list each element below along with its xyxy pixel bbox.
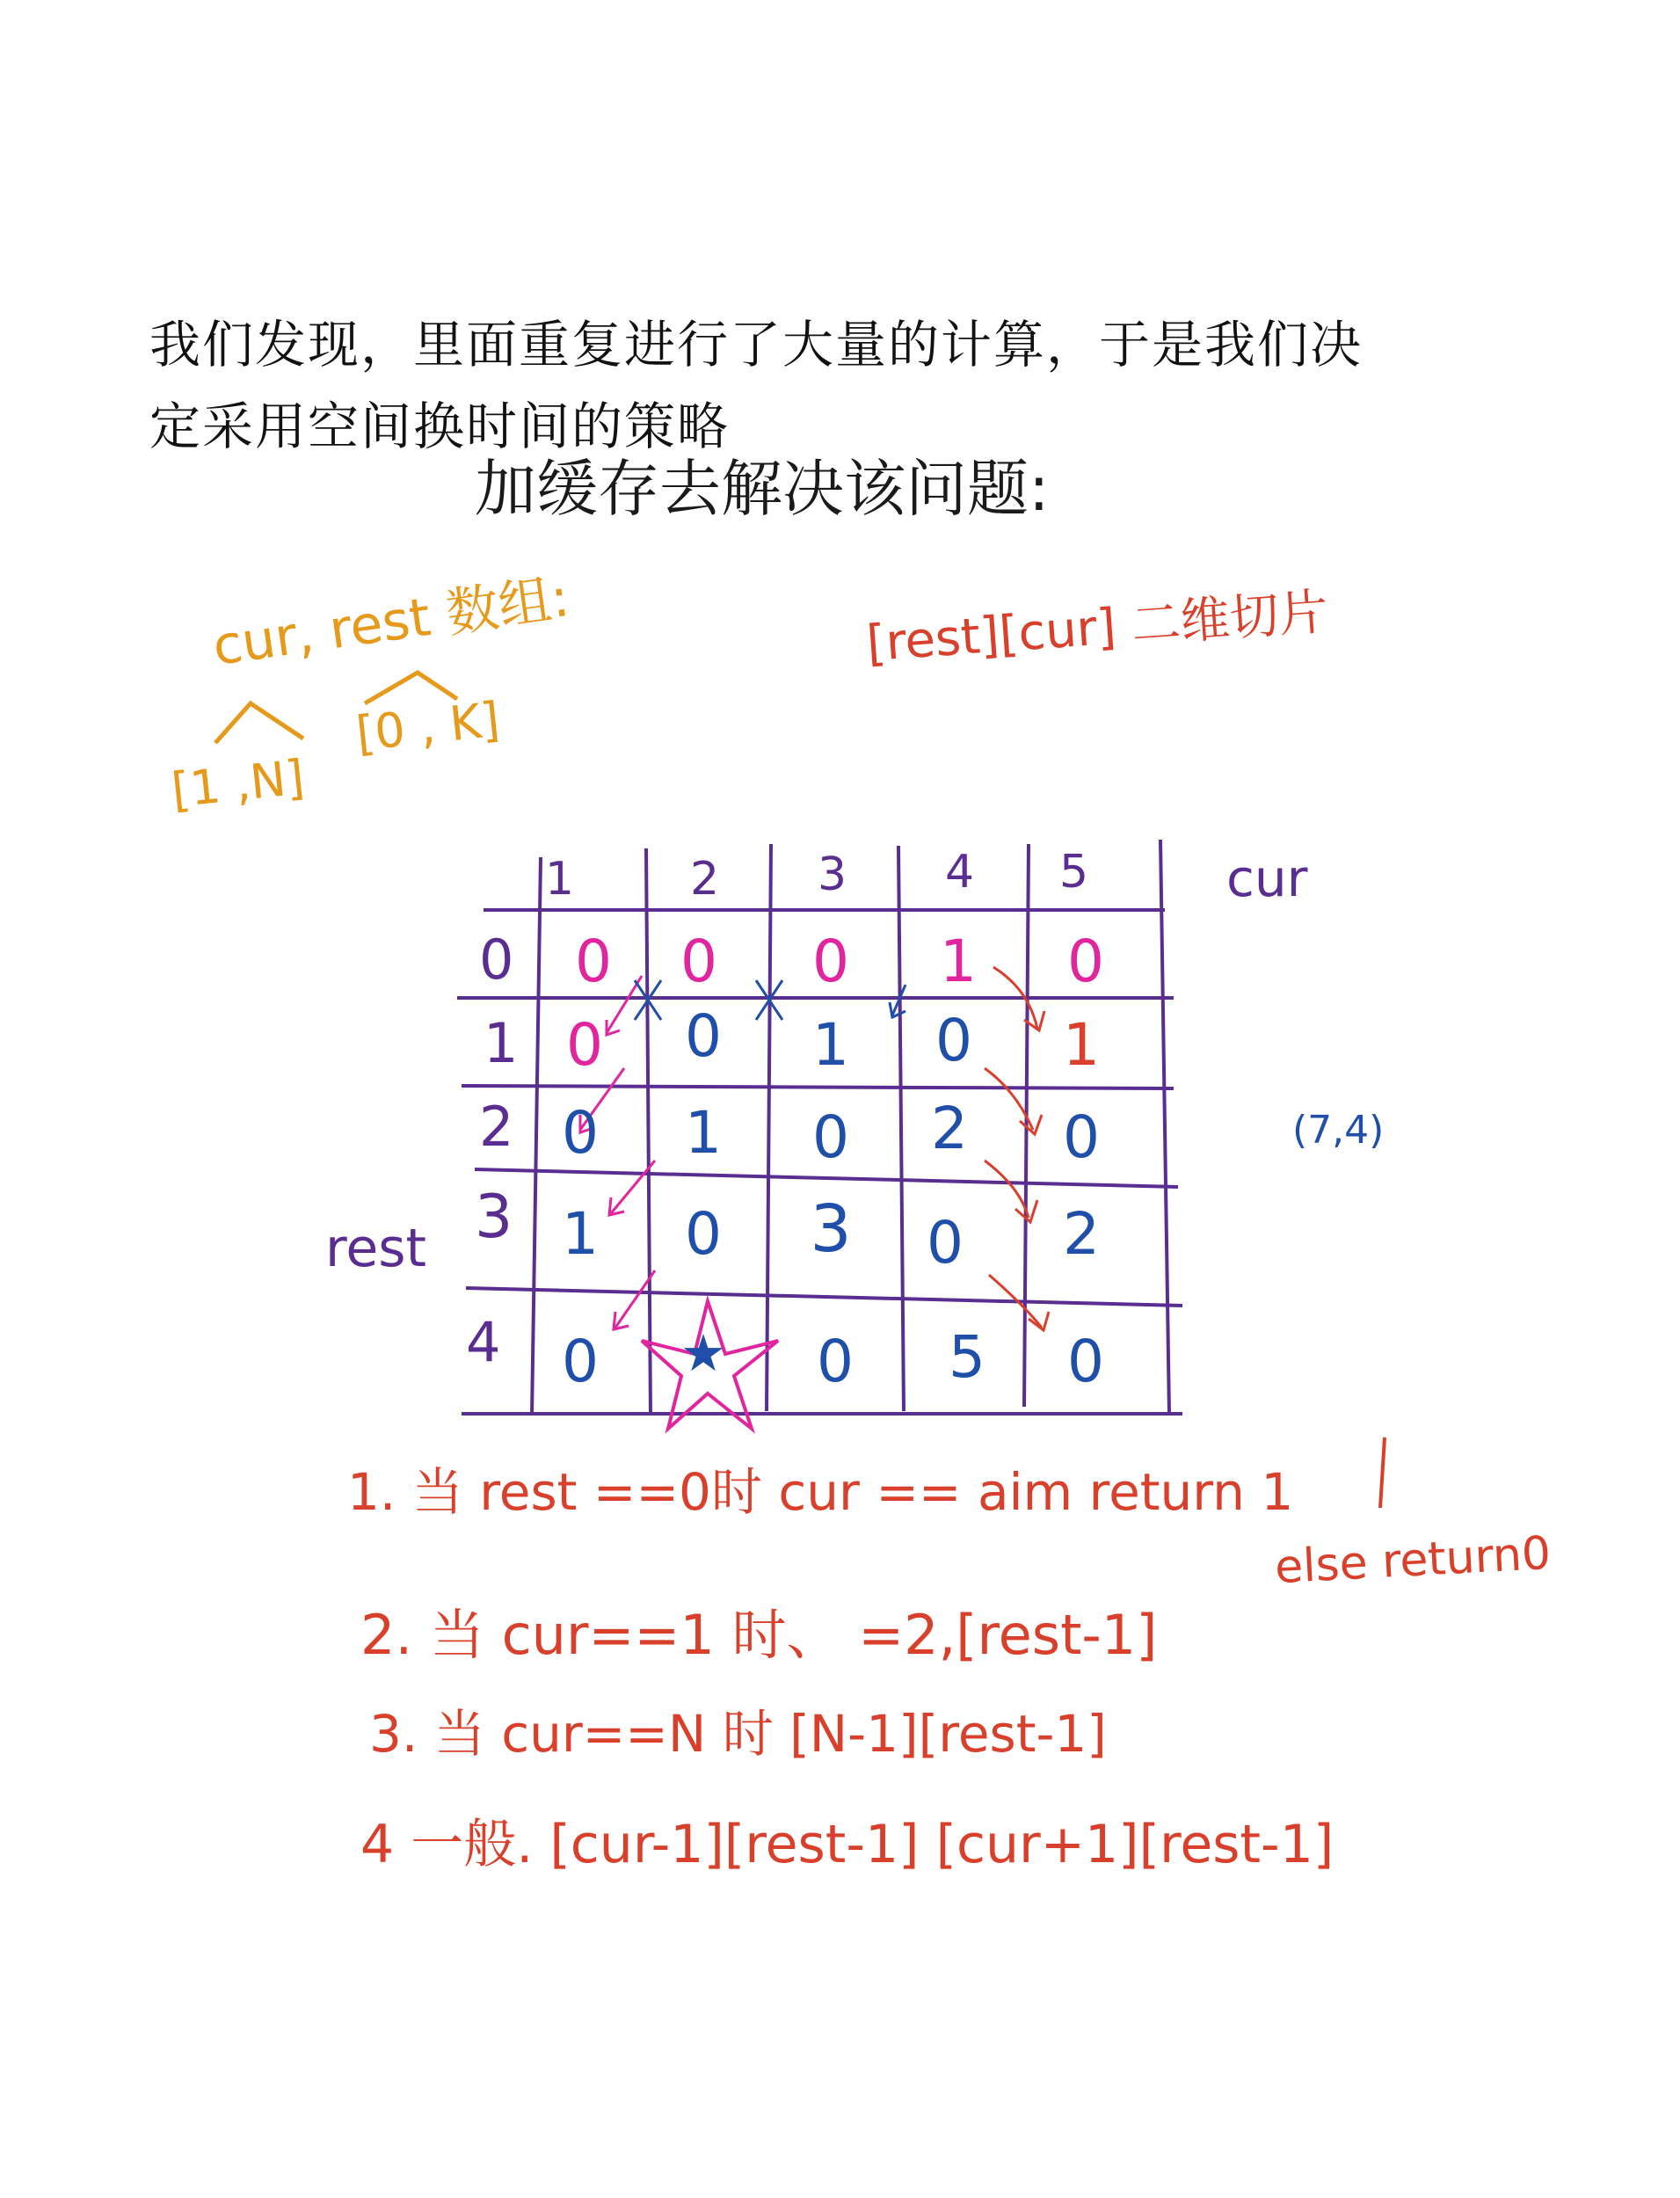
cell-r4-c1: 0	[562, 1328, 599, 1395]
cell-r4-c4: 5	[949, 1323, 985, 1391]
cell-r3-c4: 0	[927, 1209, 964, 1277]
caret-rest	[365, 673, 457, 703]
cell-r4-c3: 0	[817, 1328, 854, 1395]
cell-r1-c5: 1	[1063, 1011, 1100, 1079]
cell-r3-c5: 2	[1063, 1200, 1100, 1268]
rule-1-else: else return0	[1273, 1526, 1553, 1595]
cell-r1-c1: 0	[566, 1011, 603, 1079]
note-range-rest: [0 , K]	[353, 691, 503, 762]
cell-r2-c2: 1	[685, 1099, 722, 1167]
column-header-1: 1	[545, 853, 575, 906]
cell-r3-c3: 3	[810, 1191, 852, 1267]
side-note-coordinate: (7,4)	[1292, 1108, 1385, 1153]
row-header-4: 4	[466, 1310, 501, 1374]
column-axis-label: cur	[1226, 848, 1308, 908]
rule-2: 2. 当 cur==1 时、 =2,[rest-1]	[360, 1603, 1158, 1667]
column-header-2: 2	[690, 853, 720, 906]
cell-r0-c4: 1	[940, 928, 977, 995]
rule-4: 4 一般. [cur-1][rest-1] [cur+1][rest-1]	[360, 1814, 1335, 1875]
row-header-0: 0	[479, 928, 514, 992]
cell-r2-c3: 0	[812, 1103, 849, 1171]
rule-3: 3. 当 cur==N 时 [N-1][rest-1]	[369, 1704, 1107, 1764]
cell-r3-c2: 0	[685, 1200, 722, 1268]
cell-r1-c3: 1	[812, 1011, 849, 1079]
column-header-3: 3	[818, 848, 847, 901]
heading-line-2: 定采用空间换时间的策略	[149, 397, 731, 456]
cell-r2-c4: 2	[931, 1095, 968, 1162]
row-header-1: 1	[484, 1011, 519, 1075]
cell-r2-c1: 0	[562, 1099, 599, 1167]
heading-line-1: 我们发现，里面重复进行了大量的计算，于是我们决	[149, 315, 1364, 375]
row-header-3: 3	[475, 1183, 513, 1252]
note-2d-slice: [rest][cur] 二维切片	[864, 583, 1330, 673]
note-range-cur: [1 ,N]	[169, 749, 308, 819]
cell-r0-c1: 0	[575, 928, 612, 995]
cell-r0-c3: 0	[812, 928, 849, 995]
rule-1: 1. 当 rest ==0时 cur == aim return 1	[347, 1462, 1294, 1522]
cell-r2-c5: 0	[1063, 1103, 1100, 1171]
row-header-2: 2	[479, 1095, 514, 1159]
cell-r0-c5: 0	[1067, 928, 1104, 995]
caret-cur	[215, 703, 303, 743]
handwritten-title: 加缓存去解决该问题:	[475, 453, 1050, 525]
cell-r3-c1: 1	[562, 1200, 599, 1268]
cell-r1-c4: 0	[935, 1007, 972, 1074]
cell-r4-c5: 0	[1067, 1328, 1104, 1395]
cell-r4-c2-star: ★	[680, 1323, 726, 1383]
column-header-4: 4	[945, 846, 975, 899]
column-header-5: 5	[1059, 846, 1089, 899]
row-axis-label: rest	[325, 1218, 427, 1279]
cell-r0-c2: 0	[680, 928, 717, 995]
cell-r1-c2: 0	[685, 1002, 722, 1070]
note-cur-rest-arrays: cur, rest 数组:	[208, 566, 573, 679]
